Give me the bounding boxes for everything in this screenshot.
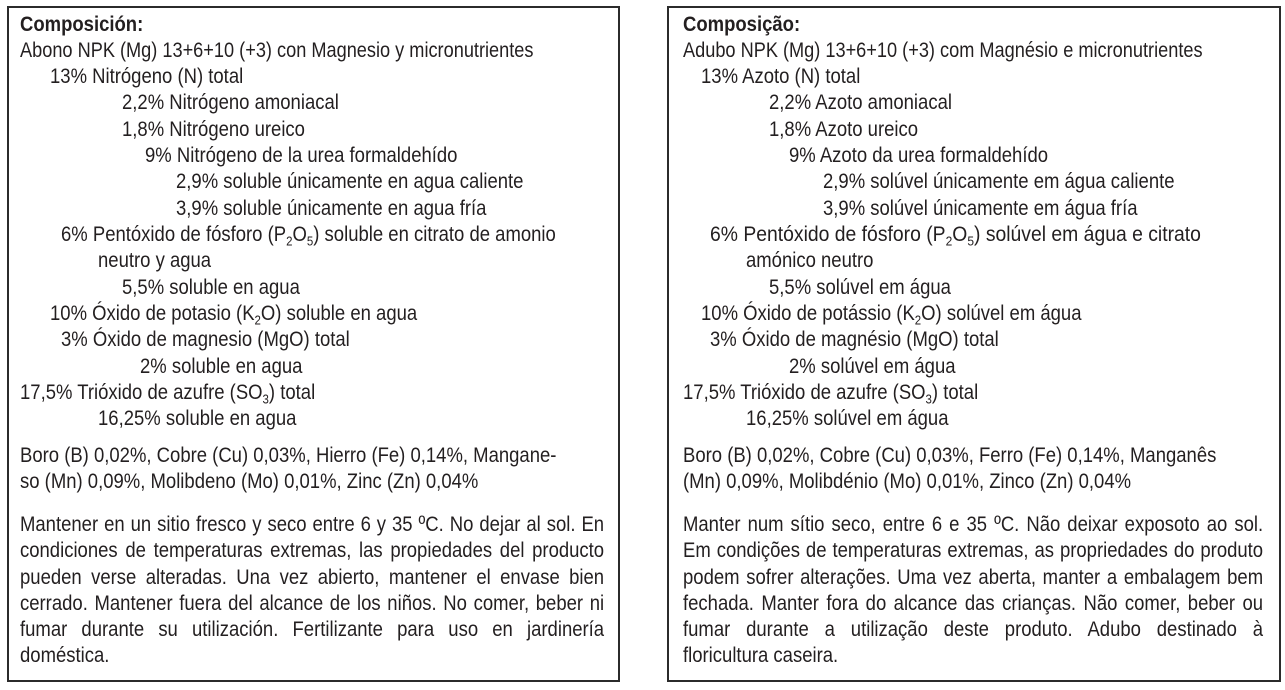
nutrient-line: 10% Óxido de potássio $(K_2O)$ solúvel em água [701, 301, 1082, 328]
nutrient-line: 2,2% Azoto amoniacal [769, 90, 952, 114]
nutrient-line: 2,2% Nitrógeno amoniacal [122, 90, 339, 114]
nutrient-line: 16,25% soluble en agua [98, 406, 297, 430]
panel-title: Composición: [20, 12, 144, 36]
nutrient-line: 16,25% solúvel em água [746, 406, 949, 430]
micronutrients-line: Boro (B) 0,02%, Cobre (Cu) 0,03%, Ferro (Fe) 0,14%, Manganês [683, 443, 1217, 467]
nutrient-line: amónico neutro [746, 248, 874, 272]
nutrient-line: 1,8% Azoto ureico [769, 117, 919, 141]
nutrient-line: 10% Óxido de potasio $(K_2O)$ soluble en agua [50, 301, 418, 328]
nutrient-line: 6% Pentóxido de fósforo $(P_2O_5)$ solúvel em água e citrato [710, 222, 1201, 249]
nutrient-line: 5,5% soluble en agua [122, 275, 300, 299]
storage-instructions: Manter num sítio seco, entre 6 e 35 ºC. Não deixar exposoto ao sol. Em condições de temperaturas extremas, as propriedades do produto podem sofrer alterações. Uma vez aberta, manter a embalagem bem fechada. Manter fora do alcance das crianças. Não comer, beber ou fumar durante a utilização deste produto. Adubo destinado à floricultura caseira. [683, 512, 1264, 668]
nutrient-line: 13% Azoto (N) total [701, 64, 861, 88]
storage-instructions: Mantener en un sitio fresco y seco entre 6 y 35 ºC. No dejar al sol. En condiciones de temperaturas extremas, las propiedades del producto pueden verse alteradas. Una vez abierto, mantener el envase bien cerrado. Mantener fuera del alcance de los niños. No comer, beber ni fumar durante su utilización. Fertilizante para uso en jardinería doméstica. [20, 512, 605, 668]
micronutrients-line: so (Mn) 0,09%, Molibdeno (Mo) 0,01%, Zinc (Zn) 0,04% [20, 469, 479, 493]
panel-title: Composição: [683, 12, 801, 36]
nutrient-line: 2,9% soluble únicamente en agua caliente [176, 169, 524, 193]
nutrient-line: 3% Óxido de magnesio (MgO) total [61, 327, 350, 351]
nutrient-line: 6% Pentóxido de fósforo $(P_2O_5)$ soluble en citrato de amonio [61, 222, 556, 249]
nutrient-line: 9% Nitrógeno de la urea formaldehído [145, 143, 458, 167]
nutrient-line: 1,8% Nitrógeno ureico [122, 117, 305, 141]
nutrient-line: 2,9% solúvel únicamente em água caliente [823, 169, 1175, 193]
nutrient-line: 9% Azoto da urea formaldehído [789, 143, 1049, 167]
nutrient-line: 3,9% solúvel únicamente em água fría [823, 196, 1138, 220]
product-description: Adubo NPK (Mg) 13+6+10 (+3) com Magnésio e micronutrientes [683, 38, 1203, 62]
micronutrients-line: Boro (B) 0,02%, Cobre (Cu) 0,03%, Hierro (Fe) 0,14%, Mangane- [20, 443, 557, 467]
nutrient-line: 3,9% soluble únicamente en agua fría [176, 196, 487, 220]
nutrient-line: 5,5% solúvel em água [769, 275, 951, 299]
nutrient-line: 17,5% Trióxido de azufre $(SO_3)$ total [683, 380, 979, 407]
nutrient-line: 3% Óxido de magnésio (MgO) total [710, 327, 999, 351]
nutrient-line: 2% solúvel em água [789, 354, 956, 378]
product-description: Abono NPK (Mg) 13+6+10 (+3) con Magnesio y micronutrientes [20, 38, 534, 62]
nutrient-line: 13% Nitrógeno (N) total [50, 64, 244, 88]
nutrient-line: 2% soluble en agua [140, 354, 303, 378]
nutrient-line: neutro y agua [98, 248, 212, 272]
micronutrients-line: (Mn) 0,09%, Molibdénio (Mo) 0,01%, Zinco (Zn) 0,04% [683, 469, 1132, 493]
nutrient-line: 17,5% Trióxido de azufre $(SO_3)$ total [20, 380, 316, 407]
